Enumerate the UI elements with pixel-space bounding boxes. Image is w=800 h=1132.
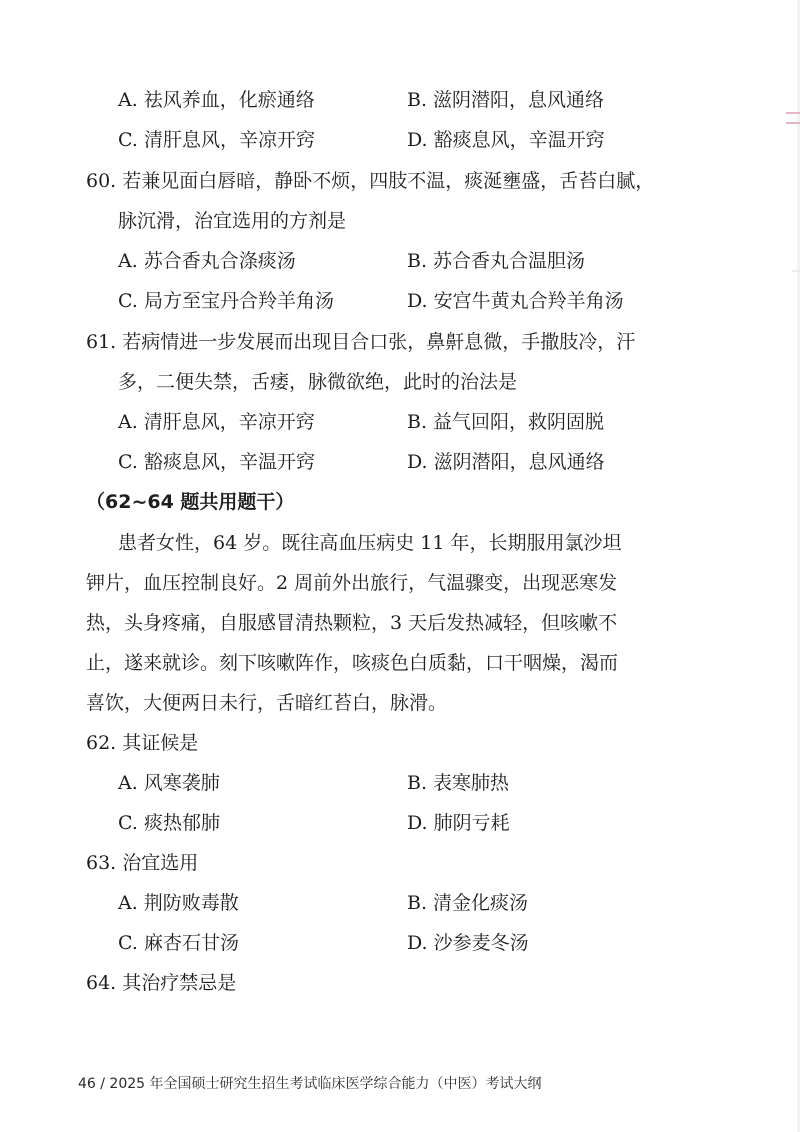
q59-option-c: C. 清肝息风，辛凉开窍 <box>118 129 315 151</box>
edge-mark-1 <box>786 112 800 114</box>
q60-stem-line1: 60. 若兼见面白唇暗，静卧不烦，四肢不温，痰涎壅盛，舌苔白腻， <box>86 170 655 192</box>
q64-stem: 64. 其治疗禁忌是 <box>86 972 237 994</box>
q60-option-d: D. 安宫牛黄丸合羚羊角汤 <box>407 290 624 312</box>
group-heading: （62~64 题共用题干） <box>86 491 295 513</box>
q63-option-d: D. 沙参麦冬汤 <box>407 932 529 954</box>
q61-option-d: D. 滋阴潜阳，息风通络 <box>407 451 605 473</box>
q63-option-a: A. 荆防败毒散 <box>118 892 239 914</box>
q59-option-d: D. 豁痰息风，辛温开窍 <box>407 129 605 151</box>
q62-stem: 62. 其证候是 <box>86 732 199 754</box>
q62-option-d: D. 肺阴亏耗 <box>407 812 510 834</box>
q60-option-c: C. 局方至宝丹合羚羊角汤 <box>118 290 334 312</box>
q62-option-a: A. 风寒袭肺 <box>118 772 220 794</box>
q59-option-a: A. 祛风养血，化瘀通络 <box>118 89 315 111</box>
case-text-line3: 热，头身疼痛，自服感冒清热颗粒，3 天后发热减轻，但咳嗽不 <box>86 612 618 634</box>
q61-option-b: B. 益气回阳，救阴固脱 <box>407 411 605 433</box>
q60-option-b: B. 苏合香丸合温胆汤 <box>407 250 586 272</box>
q61-option-a: A. 清肝息风，辛凉开窍 <box>118 411 315 433</box>
q61-stem-line1: 61. 若病情进一步发展而出现目合口张，鼻鼾息微，手撒肢冷，汗 <box>86 331 636 353</box>
q61-stem-line2: 多，二便失禁，舌痿，脉微欲绝，此时的治法是 <box>118 371 518 393</box>
edge-mark-2 <box>786 122 800 124</box>
edge-mark-3 <box>792 270 800 272</box>
q63-stem: 63. 治宜选用 <box>86 852 199 874</box>
case-text-line1: 患者女性，64 岁。既往高血压病史 11 年，长期服用氯沙坦 <box>118 532 622 554</box>
case-text-line4: 止，遂来就诊。刻下咳嗽阵作，咳痰色白质黏，口干咽燥，渴而 <box>86 652 619 674</box>
q62-option-c: C. 痰热郁肺 <box>118 812 220 834</box>
q63-option-b: B. 清金化痰汤 <box>407 892 529 914</box>
q61-option-c: C. 豁痰息风，辛温开窍 <box>118 451 315 473</box>
case-text-line2: 钾片，血压控制良好。2 周前外出旅行，气温骤变，出现恶寒发 <box>86 572 618 594</box>
q62-option-b: B. 表寒肺热 <box>407 772 510 794</box>
page-footer: 46 / 2025 年全国硕士研究生招生考试临床医学综合能力（中医）考试大纲 <box>78 1076 542 1092</box>
q60-stem-line2: 脉沉滑，治宜选用的方剂是 <box>118 210 347 232</box>
q60-option-a: A. 苏合香丸合涤痰汤 <box>118 250 296 272</box>
case-text-line5: 喜饮，大便两日未行，舌暗红苔白，脉滑。 <box>86 692 448 714</box>
q59-option-b: B. 滋阴潜阳，息风通络 <box>407 89 605 111</box>
q63-option-c: C. 麻杏石甘汤 <box>118 932 239 954</box>
